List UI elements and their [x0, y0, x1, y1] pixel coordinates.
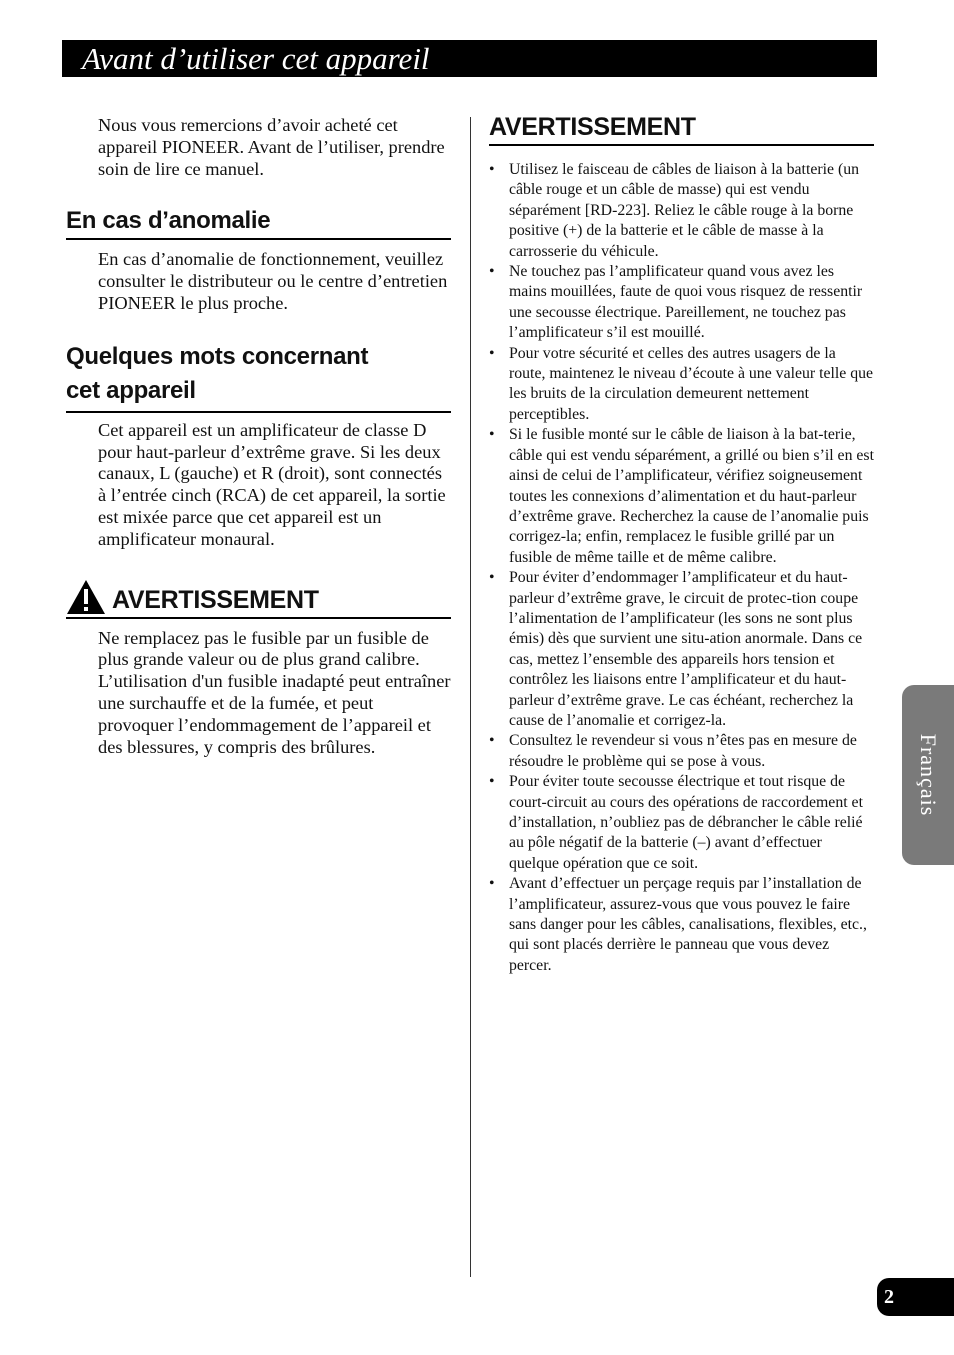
- warning-heading: [66, 579, 451, 619]
- warning-list: [489, 160, 874, 976]
- intro-paragraph: Nous vous remercions d’avoir acheté cet appareil PIONEER. Avant de l’utiliser, prendre soin de lire ce manuel.: [98, 115, 445, 179]
- anomaly-paragraph: En cas d’anomalie de fonctionnement, veuillez consulter le distributeur ou le centre d’entretien PIONEER le plus proche.: [98, 249, 448, 313]
- page-number: 2: [884, 1286, 894, 1308]
- list-item: • Avant d’effectuer un perçage requis par l’installation de l’amplificateur, assurez-vous que vous pouvez le faire sans danger pour les câbles, canalisations, flexibles, etc., qui sont placés derrière le panneau que vous devez percer.: [489, 874, 874, 976]
- about-heading: [66, 340, 451, 413]
- language-tab: [902, 685, 954, 865]
- about-heading-line2: cet appareil: [66, 376, 196, 404]
- anomaly-heading: En cas d’anomalie: [66, 207, 451, 240]
- page-title-bar: [62, 40, 877, 77]
- page-number-tab: [877, 1278, 954, 1316]
- column-divider: [470, 117, 471, 1277]
- about-heading-line1: Quelques mots concernant: [66, 342, 369, 370]
- list-item: • Ne touchez pas l’amplificateur quand vous avez les mains mouillées, faute de quoi vous risquez de ressentir une secousse électrique. Pareillement, ne touchez pas l’amplificateur s’il est mouillé.: [489, 262, 874, 344]
- language-tab-label: Français: [916, 733, 941, 817]
- warning-triangle-icon: [66, 579, 106, 615]
- about-paragraph: Cet appareil est un amplificateur de classe D pour haut-parleur d’extrême grave. Si les deux canaux, L (gauche) et R (droit), sont connectés à l’entrée cinch (RCA) de cet appareil, la sortie est mixée parce que cet appareil est un amplificateur monaural.: [98, 419, 446, 549]
- list-item: • Pour éviter toute secousse électrique et tout risque de court-circuit au cours des opérations de raccordement et d’installation, n’oubliez pas de débrancher le câble relié au pôle négatif de la batterie (–) avant d’effectuer quelque opération que ce soit.: [489, 772, 874, 874]
- page-title: Avant d’utiliser cet appareil: [82, 41, 430, 76]
- right-warning-heading: AVERTISSEMENT: [489, 113, 874, 146]
- list-item: • Utilisez le faisceau de câbles de liaison à la batterie (un câble rouge et un câble de masse) qui est vendu séparément [RD-223]. Reliez le câble rouge à la borne positive (+) de la batterie et le câble de masse à la carrosserie du véhicule.: [489, 160, 874, 262]
- warning-paragraph: Ne remplacez pas le fusible par un fusible de plus grande valeur ou de plus grand calibre. L’utilisation d'un fusible inadapté peut entraîner une surchauffe et de la fumée, et peut provoquer l’endommagement de l’appareil et des blessures, y compris des brûlures.: [98, 627, 451, 757]
- warning-heading-label: AVERTISSEMENT: [112, 585, 319, 614]
- left-column: [66, 110, 451, 758]
- list-item: • Si le fusible monté sur le câble de liaison à la bat-terie, câble qui est vendu séparément, a grillé ou bien s’il en est ainsi de celui de l’amplificateur, vérifiez soigneusement toutes les connexions d’alimentation et du haut-parleur d’extrême grave. Recherchez la cause de l’anomalie puis corrigez-la; enfin, remplacez le fusible grillé par un fusible de même taille et de même calibre.: [489, 425, 874, 568]
- list-item: • Consultez le revendeur si vous n’êtes pas en mesure de résoudre le problème qui se pose à vous.: [489, 731, 874, 772]
- list-item: • Pour votre sécurité et celles des autres usagers de la route, maintenez le niveau d’écoute à une valeur telle que les bruits de la circulation demeurent nettement perceptibles.: [489, 344, 874, 426]
- list-item: • Pour éviter d’endommager l’amplificateur et du haut-parleur d’extrême grave, le circuit de protec-tion coupe l’alimentation de l’amplificateur (les sons ne sont plus émis) dès que survient une situ-ation anormale. Dans ce cas, mettez l’ensemble des appareils hors tension et contrôlez les liaisons entre l’amplificateur et du haut-parleur d’extrême grave. Le cas échéant, recherchez la cause de l’anomalie et corrigez-la.: [489, 568, 874, 731]
- right-column: [489, 113, 874, 976]
